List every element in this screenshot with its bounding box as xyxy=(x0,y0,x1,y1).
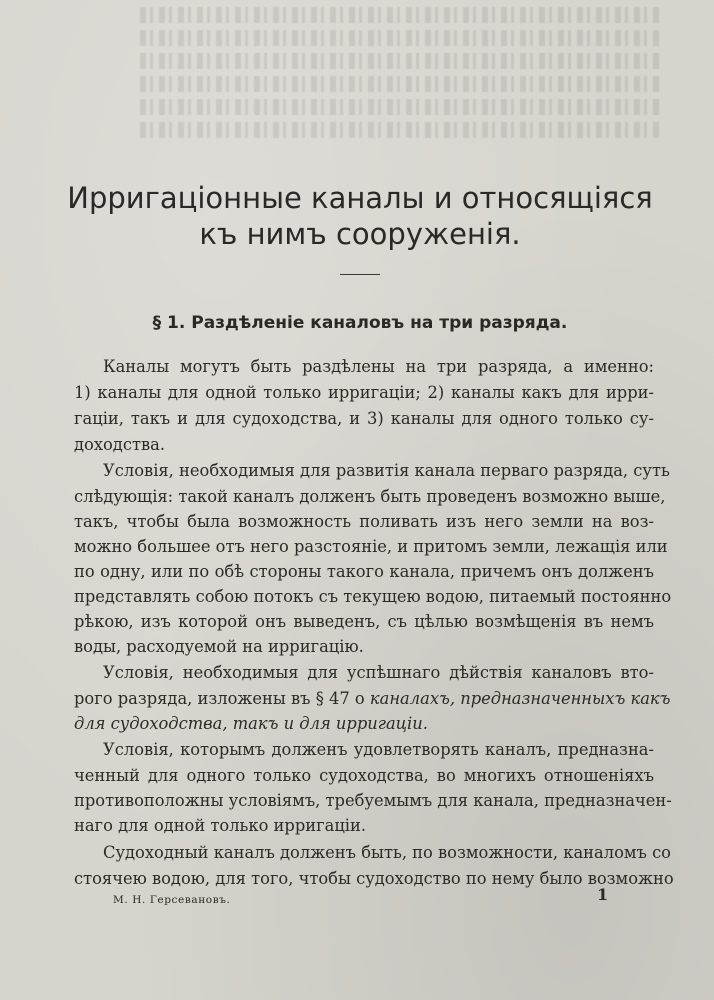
paragraph-2-line-7: рѣкою, изъ которой онъ выведенъ, съ цѣлью возмѣщенія въ немъ xyxy=(74,612,654,631)
paragraph-4-line-1: Условія, которымъ долженъ удовлетворять каналъ, предназна- xyxy=(103,740,654,759)
paragraph-2-line-3: такъ, чтобы была возможность поливать изъ него земли на воз- xyxy=(74,512,654,531)
paragraph-2-line-1: Условія, необходимыя для развитія канала перваго разряда, суть xyxy=(103,461,670,480)
paragraph-1-line-2: 1) каналы для одной только ирригаціи; 2) каналы какъ для ирри- xyxy=(74,383,654,402)
paragraph-4-line-2: ченный для одного только судоходства, во многихъ отношеніяхъ xyxy=(74,766,654,785)
paragraph-2-line-8: воды, расходуемой на ирригацію. xyxy=(74,637,364,656)
paragraph-3-line-3: для судоходства, такъ и для ирригаціи. xyxy=(74,714,428,733)
paragraph-4-line-3: противоположны условіямъ, требуемымъ для канала, предназначен- xyxy=(74,791,672,810)
chapter-title-line-2: къ нимъ сооруженія. xyxy=(199,217,521,251)
page-number: 1 xyxy=(597,885,609,904)
paragraph-1-line-4: доходства. xyxy=(74,435,166,454)
bleed-through-text xyxy=(140,0,660,145)
chapter-title-line-1: Ирригаціонные каналы и относящіяся xyxy=(67,181,653,215)
paragraph-5-line-1: Судоходный каналъ долженъ быть, по возможности, каналомъ со xyxy=(103,843,671,862)
paragraph-3-line-1: Условія, необходимыя для успѣшнаго дѣйствія каналовъ вто- xyxy=(103,663,654,682)
paragraph-3-italic-text: каналахъ, предназначенныхъ какъ xyxy=(369,689,671,708)
paragraph-1-line-3: гаціи, такъ и для судоходства, и 3) каналы для одного только су- xyxy=(74,409,654,428)
paragraph-3-line-2-text: рого разряда, изложены въ § 47 о xyxy=(74,689,365,708)
paragraph-3-line-2 xyxy=(74,689,671,708)
paragraph-2-line-6: представлять собою потокъ съ текущею водою, питаемый постоянно xyxy=(74,587,672,606)
title-divider xyxy=(340,274,380,275)
paragraph-5-line-2: стоячею водою, для того, чтобы судоходство по нему было возможно xyxy=(74,869,674,888)
section-heading: § 1. Раздѣленіе каналовъ на три разряда. xyxy=(152,313,568,333)
signature-author: М. Н. Герсевановъ. xyxy=(113,894,231,906)
paragraph-4-line-4: наго для одной только ирригаціи. xyxy=(74,816,367,835)
paragraph-2-line-2: слѣдующія: такой каналъ долженъ быть проведенъ возможно выше, xyxy=(74,487,666,506)
paragraph-2-line-5: по одну, или по обѣ стороны такого канала, причемъ онъ долженъ xyxy=(74,562,654,581)
paragraph-2-line-4: можно большее отъ него разстояніе, и притомъ земли, лежащія или xyxy=(74,537,668,556)
paragraph-1-line-1: Каналы могутъ быть раздѣлены на три разряда, а именно: xyxy=(103,357,654,376)
